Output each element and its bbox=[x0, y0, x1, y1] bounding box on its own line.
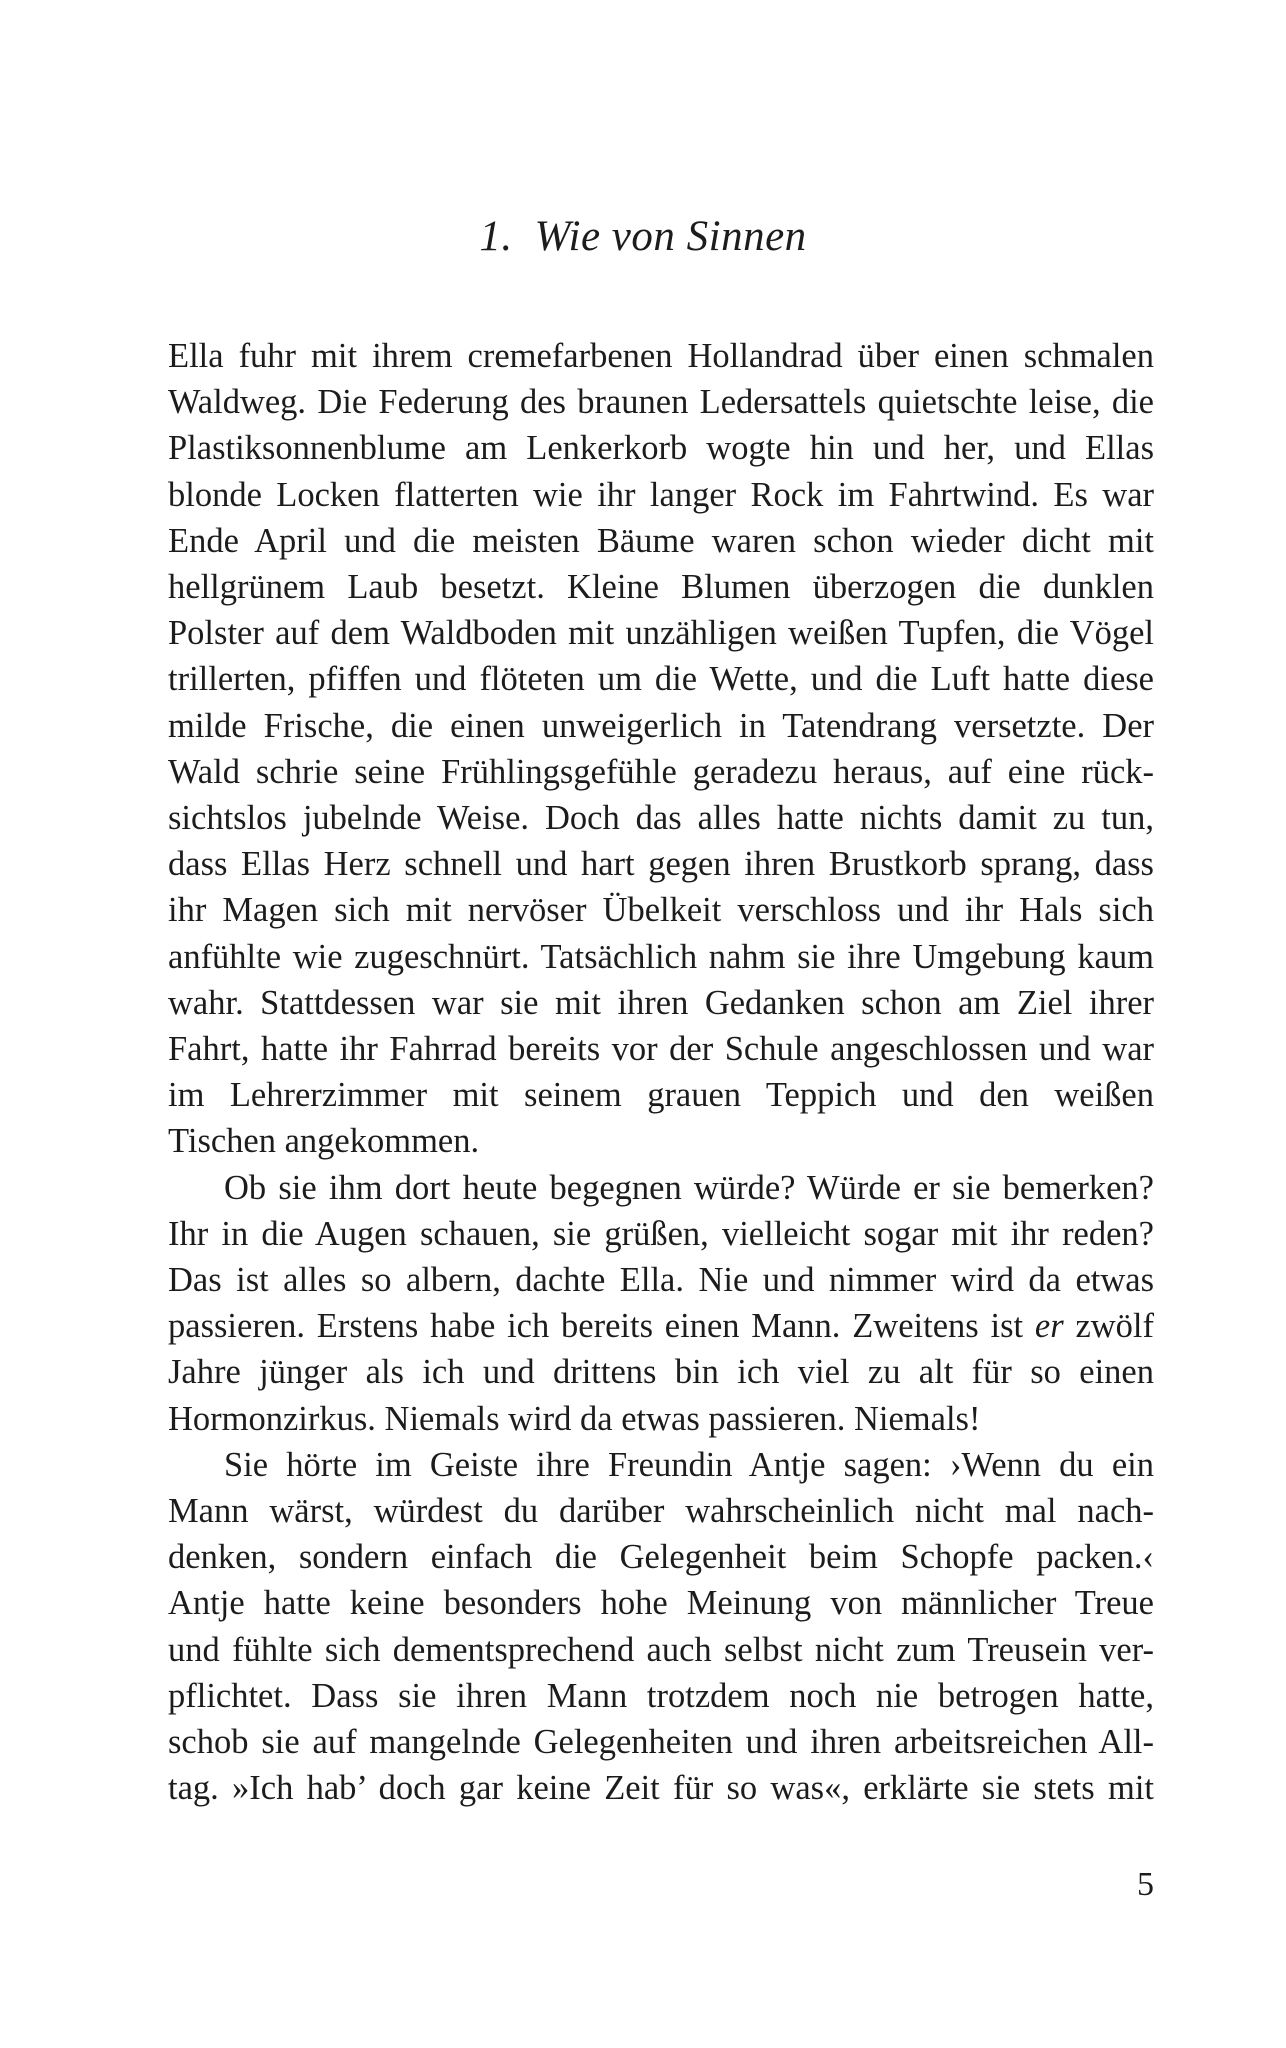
text-line: denken, sondern einfach die Gelegenheit beim Schopfe packen.‹ bbox=[168, 1538, 1154, 1577]
text-line: Hormonzirkus. Niemals wird da etwas passieren. Niemals! bbox=[168, 1399, 981, 1438]
text-line: sichtslos jubelnde Weise. Doch das alles hatte nichts damit zu tun, bbox=[168, 799, 1154, 838]
chapter-body bbox=[168, 333, 1154, 1812]
paragraph-3 bbox=[168, 1442, 1154, 1812]
text-line: hellgrünem Laub besetzt. Kleine Blumen überzogen die dunklen bbox=[168, 568, 1154, 607]
text-line: wahr. Stattdessen war sie mit ihren Gedanken schon am Ziel ihrer bbox=[168, 983, 1154, 1022]
paragraph-1 bbox=[168, 333, 1154, 1165]
text-line: Plastiksonnenblume am Lenkerkorb wogte hin und her, und Ellas bbox=[168, 429, 1154, 468]
text-line-with-emphasis bbox=[168, 1303, 1154, 1349]
text-line: und fühlte sich dementsprechend auch selbst nicht zum Treusein ver- bbox=[168, 1630, 1154, 1669]
text-line: schob sie auf mangelnde Gelegenheiten und ihren arbeitsreichen All- bbox=[168, 1723, 1154, 1762]
text-line: Ella fuhr mit ihrem cremefarbenen Hollandrad über einen schmalen bbox=[168, 337, 1154, 375]
chapter-title: Wie von Sinnen bbox=[534, 213, 807, 260]
text-line: Mann wärst, würdest du darüber wahrscheinlich nicht mal nach- bbox=[168, 1492, 1154, 1531]
text-line: milde Frische, die einen unweigerlich in Tatendrang versetzte. Der bbox=[168, 706, 1154, 745]
text-line: ihr Magen sich mit nervöser Übelkeit verschloss und ihr Hals sich bbox=[168, 891, 1154, 930]
text-line: Sie hörte im Geiste ihre Freundin Antje sagen: ›Wenn du ein bbox=[224, 1445, 1154, 1484]
page-number: 5 bbox=[1137, 1866, 1154, 1903]
text-line: Tischen angekommen. bbox=[168, 1122, 480, 1161]
text-line: Waldweg. Die Federung des braunen Ledersattels quietschte leise, die bbox=[168, 383, 1154, 422]
text-line: trillerten, pfiffen und flöteten um die Wette, und die Luft hatte diese bbox=[168, 660, 1154, 699]
text-segment: passieren. Erstens habe ich bereits einen Mann. Zweitens ist bbox=[168, 1307, 1035, 1346]
paragraph-2 bbox=[168, 1165, 1154, 1442]
text-line: Jahre jünger als ich und drittens bin ich viel zu alt für so einen bbox=[168, 1353, 1154, 1392]
text-line: Ob sie ihm dort heute begegnen würde? Würde er sie bemerken? bbox=[224, 1168, 1154, 1207]
emphasis-word: er bbox=[1034, 1307, 1064, 1346]
chapter-heading bbox=[0, 212, 1286, 261]
text-line: tag. »Ich hab’ doch gar keine Zeit für so was«, erklärte sie stets mit bbox=[168, 1769, 1154, 1808]
text-line: im Lehrerzimmer mit seinem grauen Teppich und den weißen bbox=[168, 1076, 1154, 1115]
text-line: Fahrt, hatte ihr Fahrrad bereits vor der Schule angeschlossen und war bbox=[168, 1030, 1154, 1069]
text-segment: zwölf bbox=[1063, 1307, 1154, 1346]
text-line: dass Ellas Herz schnell und hart gegen ihren Brustkorb sprang, dass bbox=[168, 845, 1154, 884]
text-line: Ihr in die Augen schauen, sie grüßen, vielleicht sogar mit ihr reden? bbox=[168, 1214, 1154, 1253]
text-line: Antje hatte keine besonders hohe Meinung von männlicher Treue bbox=[168, 1584, 1154, 1623]
text-line: Ende April und die meisten Bäume waren schon wieder dicht mit bbox=[168, 521, 1154, 560]
text-line: pflichtet. Dass sie ihren Mann trotzdem noch nie betrogen hatte, bbox=[168, 1676, 1154, 1715]
text-line: Wald schrie seine Frühlingsgefühle geradezu heraus, auf eine rück- bbox=[168, 752, 1154, 791]
chapter-number: 1. bbox=[479, 213, 513, 260]
text-line: blonde Locken flatterten wie ihr langer Rock im Fahrtwind. Es war bbox=[168, 475, 1154, 514]
text-line: Das ist alles so albern, dachte Ella. Nie und nimmer wird da etwas bbox=[168, 1261, 1154, 1300]
text-line: Polster auf dem Waldboden mit unzähligen weißen Tupfen, die Vögel bbox=[168, 614, 1154, 653]
text-line: anfühlte wie zugeschnürt. Tatsächlich nahm sie ihre Umgebung kaum bbox=[168, 937, 1154, 976]
